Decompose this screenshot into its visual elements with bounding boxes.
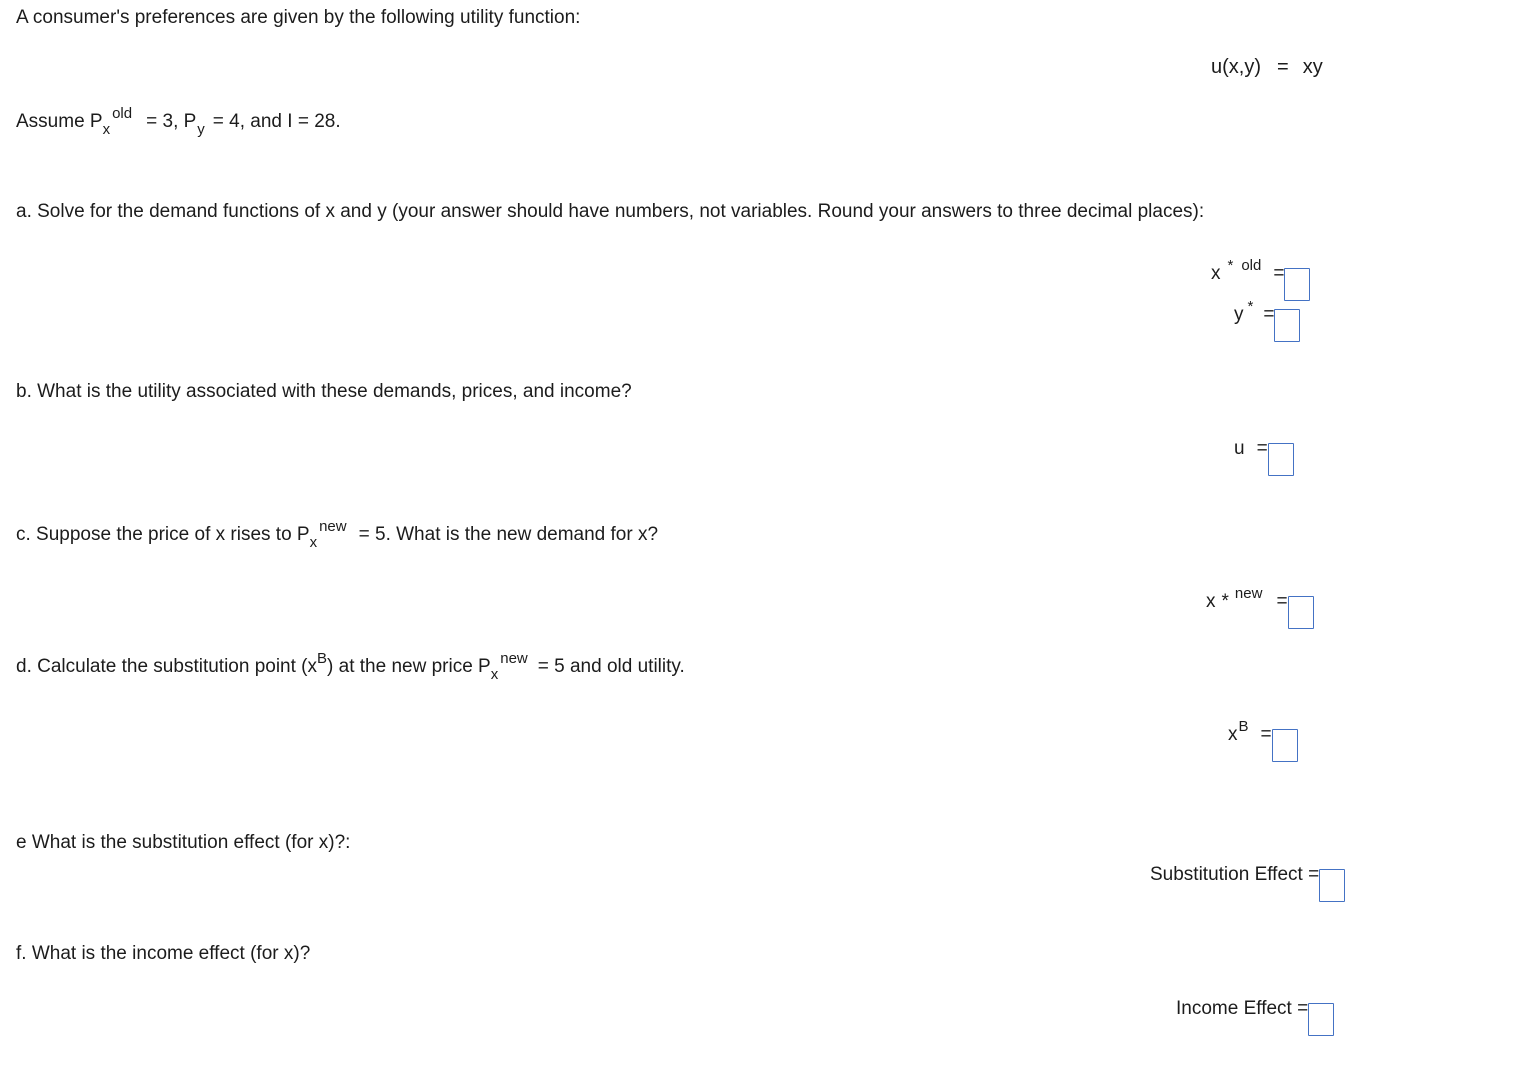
- part-c-pre: c. Suppose the price of x rises to P: [16, 524, 310, 545]
- part-d-sup-new: new: [500, 650, 528, 667]
- x-star-old-equals: =: [1273, 263, 1285, 284]
- part-d-sup-b: B: [317, 650, 328, 667]
- answer-row-u: [1234, 435, 1294, 476]
- utility-equals: =: [1277, 56, 1289, 78]
- assume-mid: = 3, P: [146, 111, 197, 132]
- income-effect-label: Income Effect =: [1176, 998, 1309, 1019]
- income-effect-input[interactable]: [1308, 1003, 1334, 1036]
- x-star-old-base: x: [1211, 263, 1221, 284]
- part-d-pre: d. Calculate the substitution point (x: [16, 656, 318, 677]
- assume-sub-y: y: [197, 121, 205, 138]
- u-input[interactable]: [1268, 443, 1294, 476]
- assume-post: = 4, and I = 28.: [212, 111, 341, 132]
- x-b-base: x: [1228, 724, 1238, 745]
- u-equals: =: [1256, 438, 1268, 459]
- part-b-text: b. What is the utility associated with these demands, prices, and income?: [16, 381, 632, 402]
- part-c-sub-x: x: [309, 534, 318, 551]
- x-star-old-star: *: [1227, 257, 1234, 274]
- y-star-equals: =: [1263, 304, 1275, 325]
- part-a-text: a. Solve for the demand functions of x and y (your answer should have numbers, not variables. Round your answers to three decimal places):: [16, 201, 1205, 222]
- utility-rhs: xy: [1302, 56, 1323, 78]
- x-new-equals: =: [1276, 591, 1288, 612]
- assume-sup-old: old: [112, 105, 133, 122]
- x-b-input[interactable]: [1272, 729, 1298, 762]
- part-c-text: [16, 518, 659, 551]
- answer-row-income-effect: [1176, 995, 1334, 1036]
- y-star-star: *: [1247, 298, 1254, 315]
- part-d-sub-x: x: [490, 666, 499, 683]
- x-b-sup: B: [1238, 718, 1249, 735]
- x-star-old-sup: old: [1241, 257, 1262, 274]
- x-b-equals: =: [1260, 724, 1272, 745]
- part-d-mid: ) at the new price P: [327, 656, 491, 677]
- x-new-sup: new: [1234, 585, 1263, 602]
- substitution-effect-label: Substitution Effect =: [1150, 864, 1320, 885]
- x-star-old-input[interactable]: [1284, 268, 1310, 301]
- assume-sub-x: x: [102, 121, 111, 138]
- answer-row-substitution-effect: [1150, 861, 1345, 902]
- part-d-post: = 5 and old utility.: [537, 656, 685, 677]
- u-base: u: [1234, 438, 1245, 459]
- answer-row-y-star: [1234, 298, 1300, 342]
- assume-pre: Assume P: [16, 111, 103, 132]
- part-f-text: f. What is the income effect (for x)?: [16, 943, 311, 964]
- answer-row-x-star-old: [1211, 257, 1310, 301]
- utility-lhs: u(x,y): [1211, 56, 1261, 78]
- intro-text: A consumer's preferences are given by the following utility function:: [16, 7, 581, 28]
- y-star-base: y: [1234, 304, 1244, 325]
- part-e-text: e What is the substitution effect (for x)?:: [16, 832, 351, 853]
- x-star-new-input[interactable]: [1288, 596, 1314, 629]
- utility-equation: [1211, 53, 1323, 81]
- part-c-sup-new: new: [319, 518, 347, 535]
- x-new-star: *: [1221, 591, 1229, 612]
- answer-row-x-star-new: [1206, 585, 1314, 629]
- substitution-effect-input[interactable]: [1319, 869, 1345, 902]
- y-star-input[interactable]: [1274, 309, 1300, 342]
- assume-text: [16, 105, 341, 138]
- answer-row-x-b: [1228, 718, 1298, 762]
- part-d-text: [16, 650, 685, 683]
- x-new-base: x: [1206, 591, 1216, 612]
- part-c-post: = 5. What is the new demand for x?: [358, 524, 659, 545]
